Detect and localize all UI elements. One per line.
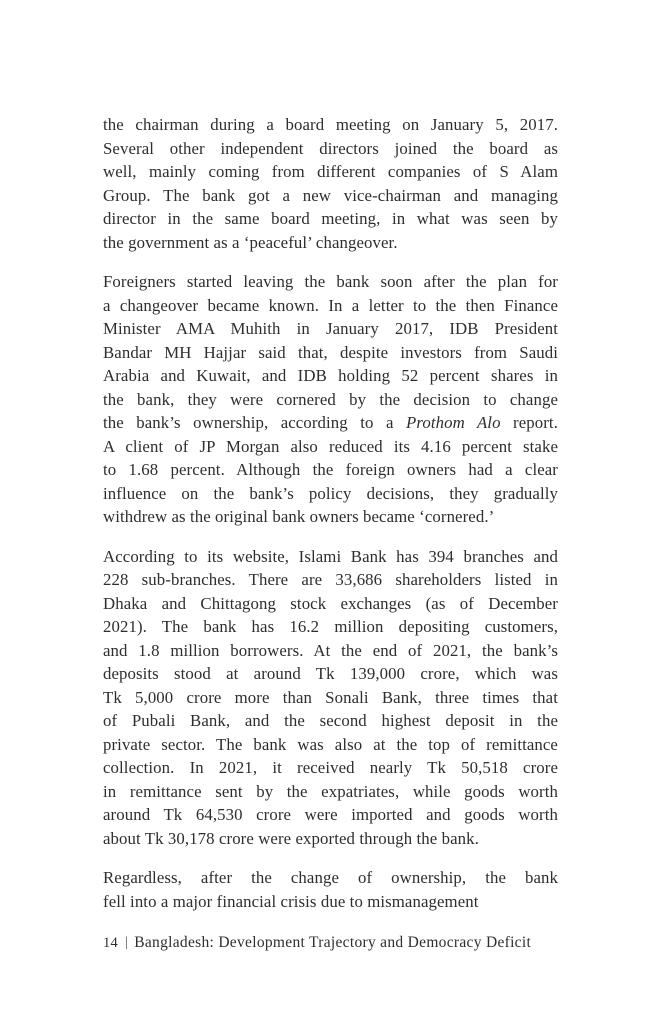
- text-line: Bandar MH Hajjar said that, despite investors from Saudi: [103, 342, 558, 362]
- text-line: private sector. The bank was also at the top of remittance: [103, 734, 558, 754]
- text-segment: report.: [500, 413, 558, 432]
- text-line: collection. In 2021, it received nearly Tk 50,518 crore: [103, 758, 558, 777]
- text-line: Several other independent directors joined the board as: [103, 138, 558, 158]
- text-line: the chairman during a board meeting on January 5, 2017.: [103, 115, 558, 134]
- paragraph: [103, 866, 558, 913]
- text-line: director in the same board meeting, in what was seen by: [103, 209, 558, 228]
- text-line: Group. The bank got a new vice-chairman and managing: [103, 185, 558, 205]
- paragraph: [103, 270, 558, 529]
- text-line: to 1.68 percent. Although the foreign owners had a clear: [103, 460, 558, 479]
- text-line: the government as a ‘peaceful’ changeover.: [103, 232, 398, 252]
- text-line: around Tk 64,530 crore were imported and goods worth: [103, 805, 558, 824]
- text-line: of Pubali Bank, and the second highest deposit in the: [103, 711, 558, 730]
- text-line: about Tk 30,178 crore were exported through the bank.: [103, 828, 479, 848]
- text-line: Minister AMA Muhith in January 2017, IDB President: [103, 319, 558, 338]
- text-line: Regardless, after the change of ownership, the bank: [103, 868, 558, 887]
- text-line: fell into a major financial crisis due to mismanagement: [103, 891, 479, 911]
- text-line: in remittance sent by the expatriates, while goods worth: [103, 781, 558, 801]
- text-line: Arabia and Kuwait, and IDB holding 52 percent shares in: [103, 366, 558, 385]
- text-line: a changeover became known. In a letter to the then Finance: [103, 295, 558, 315]
- text-line: [103, 411, 558, 435]
- text-line: withdrew as the original bank owners became ‘cornered.’: [103, 507, 495, 526]
- book-title: Bangladesh: Development Trajectory and Democracy Deficit: [134, 934, 532, 951]
- page-body-text: [103, 113, 558, 929]
- text-line: Foreigners started leaving the bank soon after the plan for: [103, 272, 558, 291]
- text-line: Tk 5,000 crore more than Sonali Bank, three times that: [103, 687, 558, 707]
- text-line: 2021). The bank has 16.2 million depositing customers,: [103, 617, 558, 636]
- text-line: influence on the bank’s policy decisions, they gradually: [103, 483, 558, 503]
- text-line: A client of JP Morgan also reduced its 4.16 percent stake: [103, 436, 558, 456]
- page-number: 14: [103, 935, 119, 951]
- footer-separator: |: [125, 935, 129, 950]
- italic-publication-name: Prothom Alo: [405, 413, 501, 432]
- text-line: the bank, they were cornered by the decision to change: [103, 389, 558, 409]
- paragraph: [103, 113, 558, 254]
- text-line: deposits stood at around Tk 139,000 crore, which was: [103, 664, 558, 683]
- text-line: According to its website, Islami Bank has 394 branches and: [103, 546, 558, 566]
- page-footer: [103, 932, 531, 955]
- text-line: well, mainly coming from different companies of S Alam: [103, 162, 558, 181]
- text-segment: the bank’s ownership, according to a: [103, 413, 406, 432]
- paragraph: [103, 545, 558, 851]
- text-line: and 1.8 million borrowers. At the end of 2021, the bank’s: [103, 640, 558, 660]
- text-line: 228 sub-branches. There are 33,686 shareholders listed in: [103, 570, 558, 589]
- text-line: Dhaka and Chittagong stock exchanges (as of December: [103, 593, 558, 613]
